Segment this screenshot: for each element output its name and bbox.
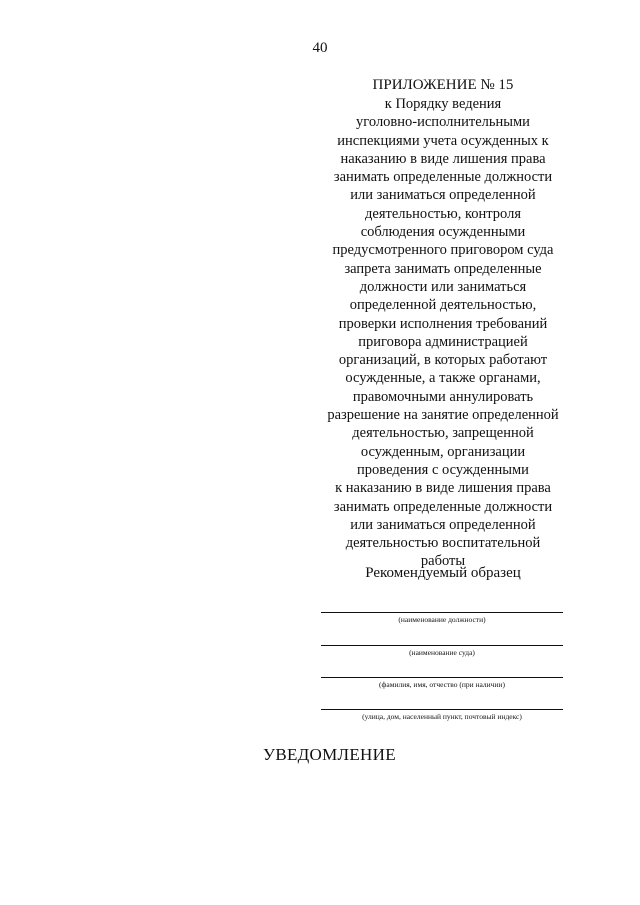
field-caption: (улица, дом, населенный пункт, почтовый индекс) <box>362 712 522 721</box>
appendix-line: осужденные, а также органами, <box>345 370 541 387</box>
appendix-line: или заниматься определенной <box>350 516 536 533</box>
appendix-line: проверки исполнения требований <box>338 315 548 332</box>
appendix-line: правомочными аннулировать <box>352 388 534 405</box>
appendix-line: уголовно-исполнительными <box>356 114 530 131</box>
appendix-line: проведения с осужденными <box>357 461 529 478</box>
appendix-line: деятельностью воспитательной <box>345 535 541 552</box>
fill-in-line <box>321 677 563 678</box>
page-number: 40 <box>312 40 328 56</box>
appendix-header <box>316 76 570 571</box>
appendix-line: занимать определенные должности <box>333 169 553 186</box>
field-caption: (наименование суда) <box>409 648 475 657</box>
appendix-line: осужденным, организации <box>360 443 526 460</box>
appendix-line: соблюдения осужденными <box>360 224 526 241</box>
appendix-line: или заниматься определенной <box>350 187 536 204</box>
appendix-line: приговора администрацией <box>358 333 528 350</box>
appendix-line: разрешение на занятие определенной <box>327 407 559 424</box>
sample-label: Рекомендуемый образец <box>365 565 521 581</box>
position-name-field <box>321 612 563 630</box>
appendix-line: предусмотренного приговором суда <box>332 242 554 259</box>
fill-in-line <box>321 709 563 710</box>
appendix-line: организаций, в которых работают <box>338 352 548 369</box>
appendix-line: инспекциями учета осужденных к <box>337 132 549 149</box>
appendix-line: занимать определенные должности <box>333 498 553 515</box>
appendix-line: к наказанию в виде лишения права <box>335 480 551 497</box>
appendix-line: деятельностью, запрещенной <box>352 425 534 442</box>
appendix-line: определенной деятельностью, <box>349 297 537 314</box>
address-field <box>321 709 563 727</box>
appendix-line: запрета занимать определенные <box>344 260 542 277</box>
field-caption: (фамилия, имя, отчество (при наличии) <box>379 680 505 689</box>
full-name-field <box>321 677 563 695</box>
field-caption: (наименование должности) <box>398 615 486 624</box>
court-name-field <box>321 645 563 663</box>
fill-in-line <box>321 612 563 613</box>
fill-in-line <box>321 645 563 646</box>
appendix-line: деятельностью, контроля <box>365 205 521 222</box>
appendix-line: к Порядку ведения <box>384 96 502 112</box>
appendix-line: должности или заниматься <box>359 278 527 295</box>
appendix-title: ПРИЛОЖЕНИЕ № 15 <box>372 77 514 93</box>
appendix-line: работы <box>420 553 466 570</box>
notice-title: УВЕДОМЛЕНИЕ <box>263 745 396 764</box>
appendix-line: наказанию в виде лишения права <box>340 150 546 167</box>
